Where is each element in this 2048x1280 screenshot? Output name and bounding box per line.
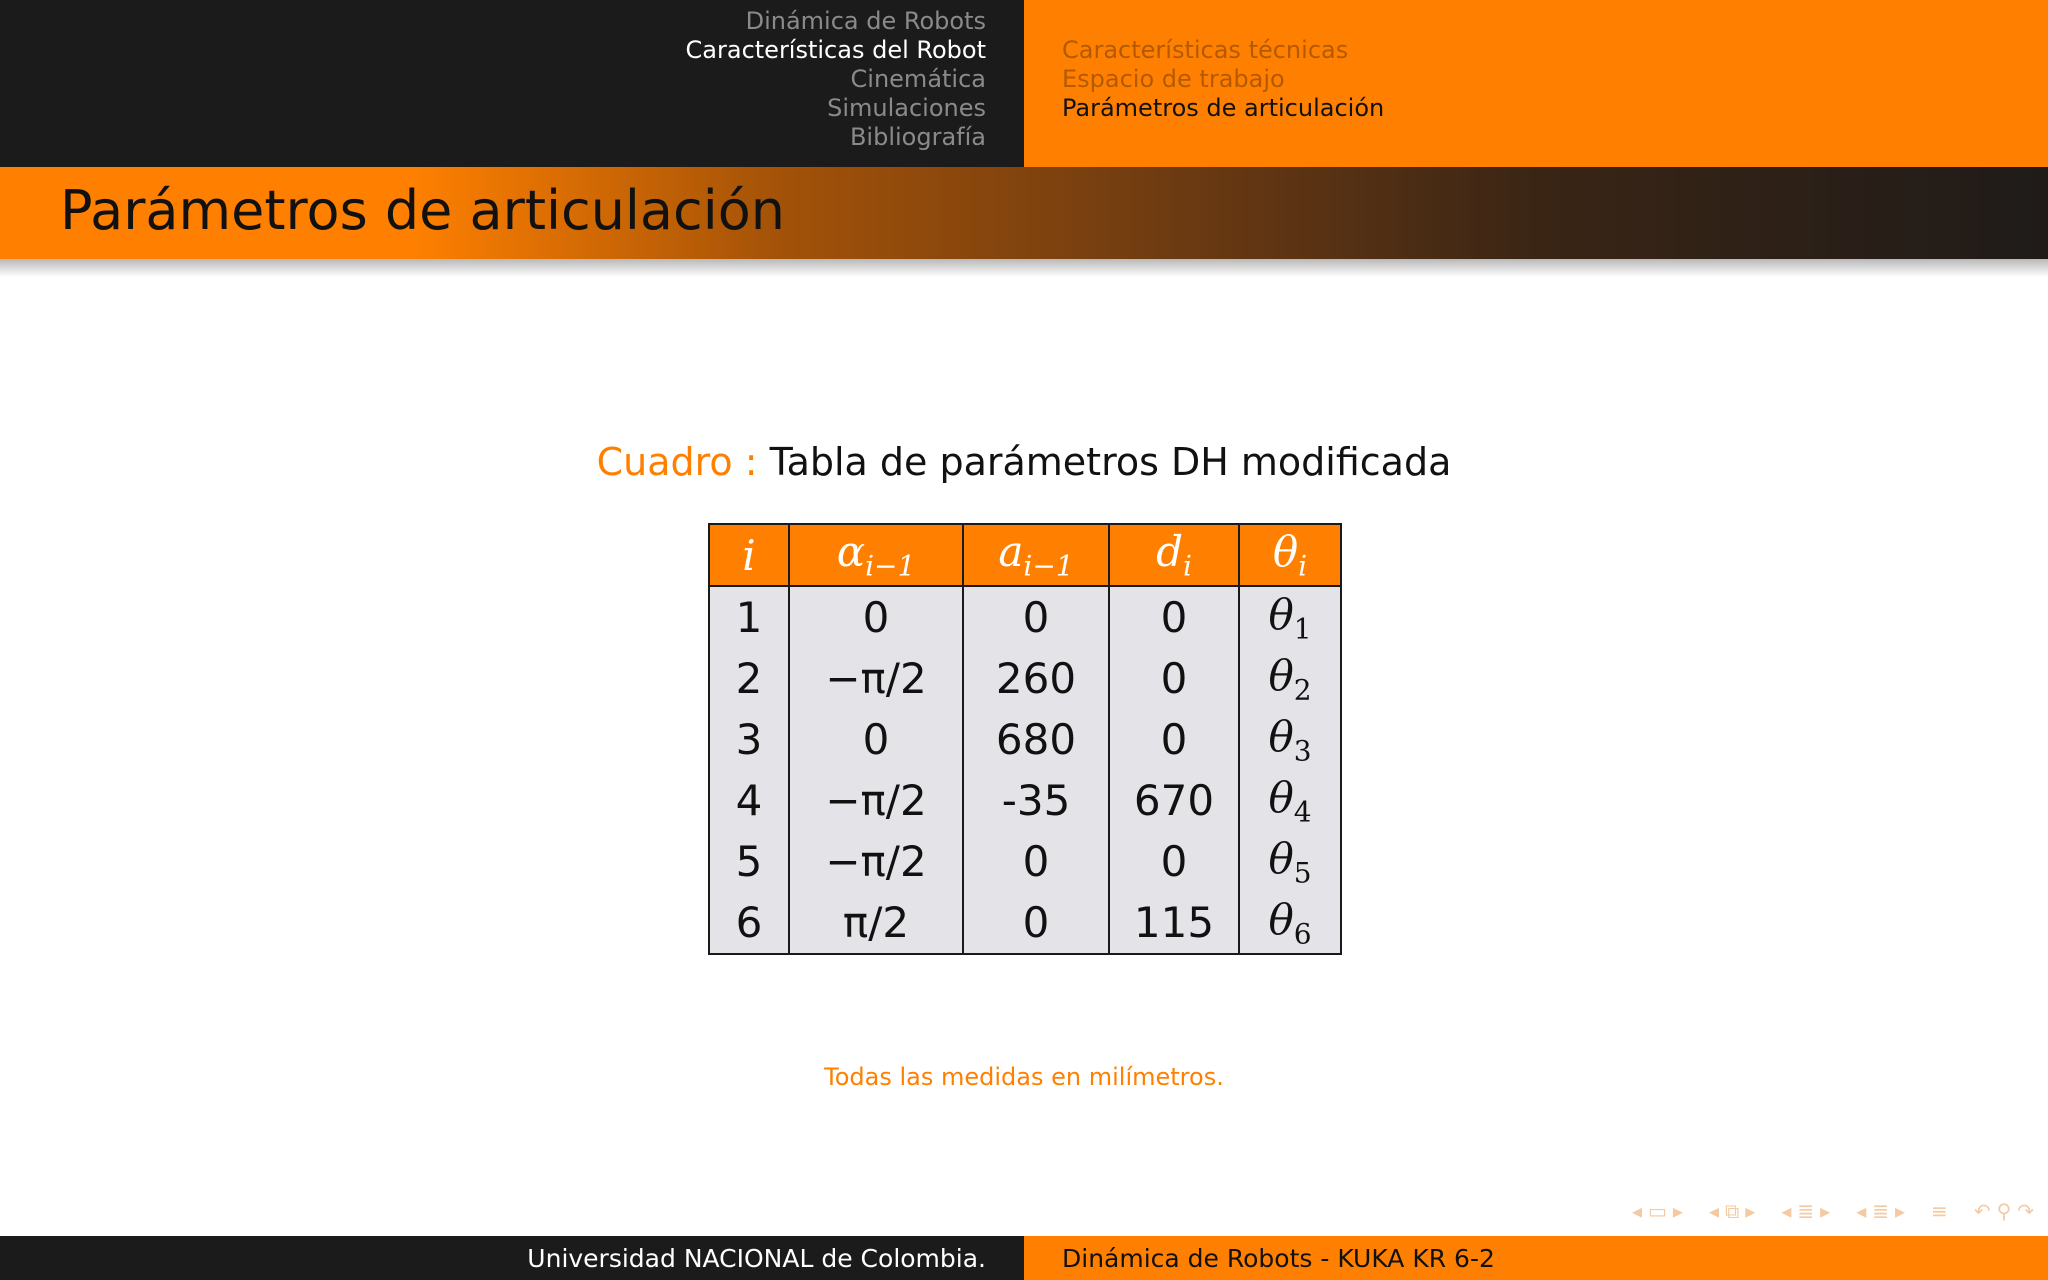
theta-subscript: 1: [1293, 612, 1312, 646]
table-cell-theta: [1239, 770, 1341, 831]
table-cell-a: 260: [963, 648, 1109, 709]
header-symbol: d: [1156, 527, 1183, 577]
table-cell-a: -35: [963, 770, 1109, 831]
table-cell-i: 4: [709, 770, 789, 831]
table-row: [709, 586, 1341, 648]
title-bar-shadow: [0, 259, 2048, 277]
frame-icon[interactable]: ▭: [1648, 1199, 1667, 1223]
table-header-cell: [963, 524, 1109, 586]
theta-symbol: θ: [1268, 650, 1294, 700]
nav-right-arrow-icon[interactable]: ▸: [1745, 1199, 1756, 1223]
table-header-cell: [789, 524, 963, 586]
table-cell-i: 3: [709, 709, 789, 770]
nav-left-arrow-icon[interactable]: ◂: [1631, 1199, 1642, 1223]
table-cell-i: 6: [709, 892, 789, 954]
table-cell-a: 0: [963, 892, 1109, 954]
forward-icon[interactable]: ↷: [2017, 1199, 2034, 1223]
caption-label: Cuadro :: [596, 440, 758, 484]
caption-text: Tabla de parámetros DH modificada: [769, 440, 1452, 484]
table-cell-theta: [1239, 648, 1341, 709]
table-cell-alpha: −π/2: [789, 831, 963, 892]
table-cell-alpha: 0: [789, 586, 963, 648]
table-cell-theta: [1239, 709, 1341, 770]
table-cell-a: 680: [963, 709, 1109, 770]
presentation-icon[interactable]: ≣: [1872, 1199, 1889, 1223]
section-link[interactable]: Dinámica de Robots: [745, 7, 986, 35]
theta-symbol: θ: [1268, 711, 1294, 761]
table-cell-i: 2: [709, 648, 789, 709]
header-symbol: α: [836, 527, 866, 577]
header-symbol: a: [998, 527, 1024, 577]
table-header-cell: [1109, 524, 1239, 586]
table-cell-d: 115: [1109, 892, 1239, 954]
dh-parameters-table: [708, 523, 1342, 955]
table-cell-d: 0: [1109, 831, 1239, 892]
nav-right-arrow-icon[interactable]: ▸: [1672, 1199, 1683, 1223]
subsection-link[interactable]: Parámetros de articulación: [1062, 94, 1385, 122]
table-cell-d: 0: [1109, 709, 1239, 770]
footer-institution: Universidad NACIONAL de Colombia.: [527, 1244, 986, 1273]
table-cell-theta: [1239, 892, 1341, 954]
section-link[interactable]: Bibliografía: [849, 123, 986, 151]
header-subscript: i: [1298, 549, 1308, 583]
frame-title: Parámetros de articulación: [60, 179, 785, 242]
table-header-cell: [1239, 524, 1341, 586]
theta-symbol: θ: [1268, 894, 1294, 944]
theta-symbol: θ: [1268, 833, 1294, 883]
table-cell-alpha: 0: [789, 709, 963, 770]
theta-subscript: 3: [1293, 734, 1312, 768]
table-header-row: [709, 524, 1341, 586]
header-subscript: i: [1182, 549, 1192, 583]
table-cell-d: 0: [1109, 586, 1239, 648]
section-nav: [686, 7, 986, 152]
theta-symbol: θ: [1268, 772, 1294, 822]
table-cell-theta: [1239, 831, 1341, 892]
section-link[interactable]: Simulaciones: [827, 94, 986, 122]
nav-right-arrow-icon[interactable]: ▸: [1895, 1199, 1906, 1223]
table-cell-a: 0: [963, 831, 1109, 892]
theta-subscript: 5: [1293, 856, 1312, 890]
theta-subscript: 4: [1293, 795, 1312, 829]
table-cell-d: 670: [1109, 770, 1239, 831]
table-header-cell: [709, 524, 789, 586]
table-row: [709, 831, 1341, 892]
units-note: Todas las medidas en milímetros.: [824, 1063, 1224, 1091]
table-row: [709, 709, 1341, 770]
footer-right: [1024, 1236, 2048, 1280]
header-symbol: i: [742, 530, 756, 580]
back-icon[interactable]: ↶: [1973, 1199, 1991, 1223]
table-cell-alpha: −π/2: [789, 770, 963, 831]
theta-subscript: 2: [1293, 673, 1312, 707]
search-icon[interactable]: ⚲: [1996, 1199, 2012, 1223]
theta-subscript: 6: [1293, 917, 1312, 951]
beamer-navigation-bar: [1632, 1198, 2034, 1224]
subsection-link[interactable]: Espacio de trabajo: [1062, 65, 1285, 93]
nav-left-arrow-icon[interactable]: ◂: [1781, 1199, 1792, 1223]
table-cell-alpha: −π/2: [789, 648, 963, 709]
footer-left: [0, 1236, 1024, 1280]
nav-left-arrow-icon[interactable]: ◂: [1856, 1199, 1867, 1223]
subsection-nav: [1062, 36, 1384, 123]
table-cell-d: 0: [1109, 648, 1239, 709]
table-cell-i: 1: [709, 586, 789, 648]
header-sections-panel: [0, 0, 1024, 167]
table-cell-i: 5: [709, 831, 789, 892]
table-row: [709, 892, 1341, 954]
header-subsections-panel: [1024, 0, 2048, 167]
footer-talk-title: Dinámica de Robots - KUKA KR 6-2: [1062, 1244, 1495, 1273]
header-symbol: θ: [1272, 527, 1299, 577]
subsection-link[interactable]: Características técnicas: [1062, 36, 1349, 64]
table-row: [709, 648, 1341, 709]
header-subscript: i−1: [865, 549, 916, 583]
table-row: [709, 770, 1341, 831]
section-icon[interactable]: ≣: [1797, 1199, 1815, 1223]
section-link[interactable]: Características del Robot: [685, 36, 986, 64]
nav-left-arrow-icon[interactable]: ◂: [1708, 1199, 1719, 1223]
nav-right-arrow-icon[interactable]: ▸: [1820, 1199, 1831, 1223]
table-cell-a: 0: [963, 586, 1109, 648]
appendix-icon[interactable]: ≡: [1931, 1199, 1948, 1223]
header-subscript: i−1: [1023, 549, 1074, 583]
section-link[interactable]: Cinemática: [850, 65, 986, 93]
table-cell-theta: [1239, 586, 1341, 648]
theta-symbol: θ: [1268, 589, 1294, 639]
subsection-icon[interactable]: ⧉: [1725, 1199, 1740, 1223]
table-cell-alpha: π/2: [789, 892, 963, 954]
table-caption: [0, 436, 2048, 488]
